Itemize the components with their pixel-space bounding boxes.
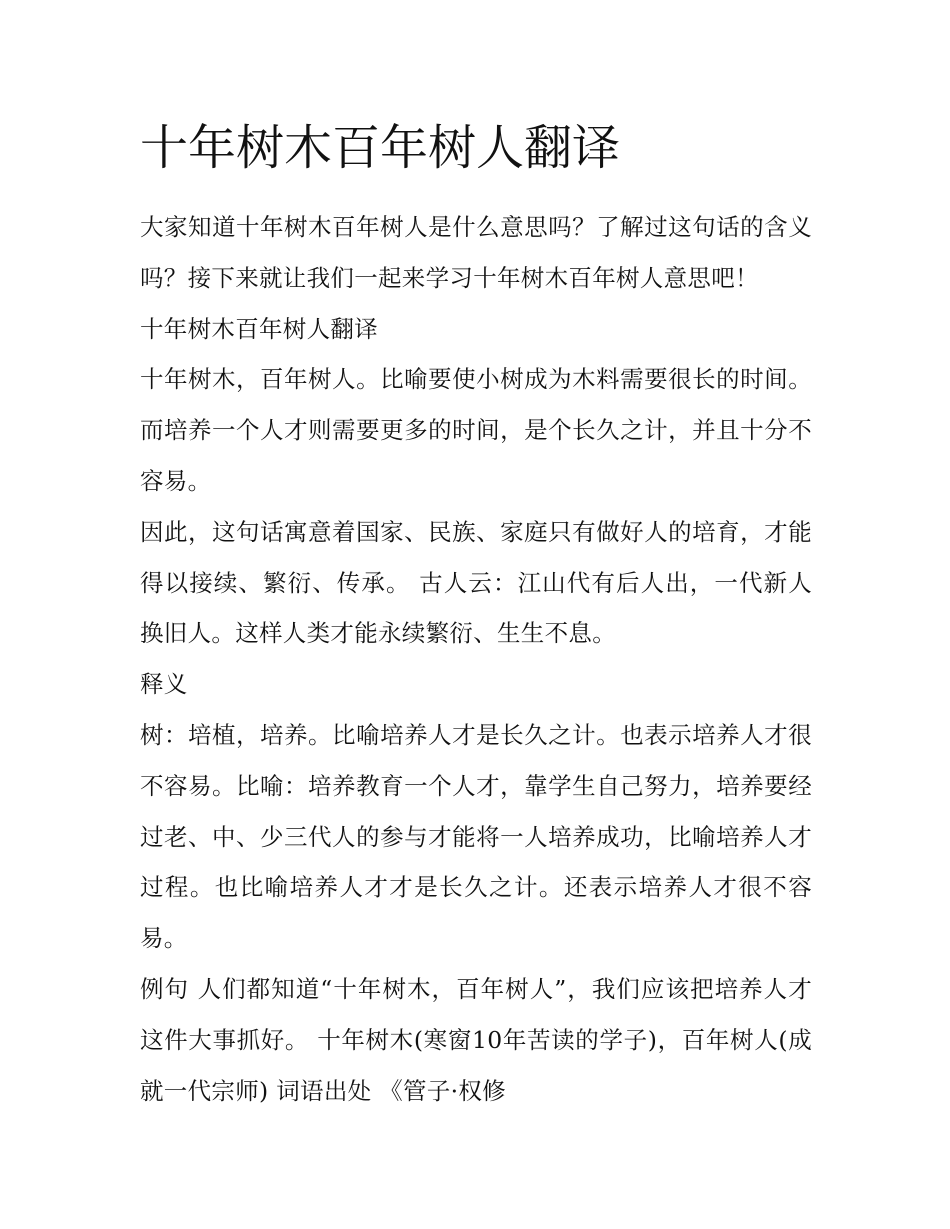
meaning-paragraph: 因此，这句话寓意着国家、民族、家庭只有做好人的培育，才能得以接续、繁衍、传承。 古人云：江山代有后人出，一代新人换旧人。这样人类才能永续繁衍、生生不息。 — [140, 517, 812, 648]
section-heading-definition: 释义 — [140, 670, 188, 699]
document-title: 十年树木百年树人翻译 — [140, 120, 621, 176]
document-content — [140, 114, 812, 1116]
translation-paragraph: 十年树木，百年树人。比喻要使小树成为木料需要很长的时间。而培养一个人才则需要更多的时间，是个长久之计，并且十分不容易。 — [140, 365, 812, 495]
example-paragraph: 例句 人们都知道“十年树木，百年树人”，我们应该把培养人才这件大事抓好。 十年树木(寒窗10年苦读的学子)，百年树人(成就一代宗师) 词语出处 《管子·权修 — [140, 974, 812, 1105]
document-body — [140, 202, 812, 1116]
section-heading-translation: 十年树木百年树人翻译 — [140, 314, 378, 343]
intro-paragraph: 大家知道十年树木百年树人是什么意思吗？了解过这句话的含义吗？接下来就让我们一起来学习十年树木百年树人意思吧！ — [140, 213, 812, 292]
definition-paragraph: 树：培植，培养。比喻培养人才是长久之计。也表示培养人才很不容易。比喻：培养教育一个人才，靠学生自己努力，培养要经过老、中、少三代人的参与才能将一人培养成功，比喻培养人才过程。也比喻培养人才才是长久之计。还表示培养人才很不容易。 — [140, 720, 812, 953]
